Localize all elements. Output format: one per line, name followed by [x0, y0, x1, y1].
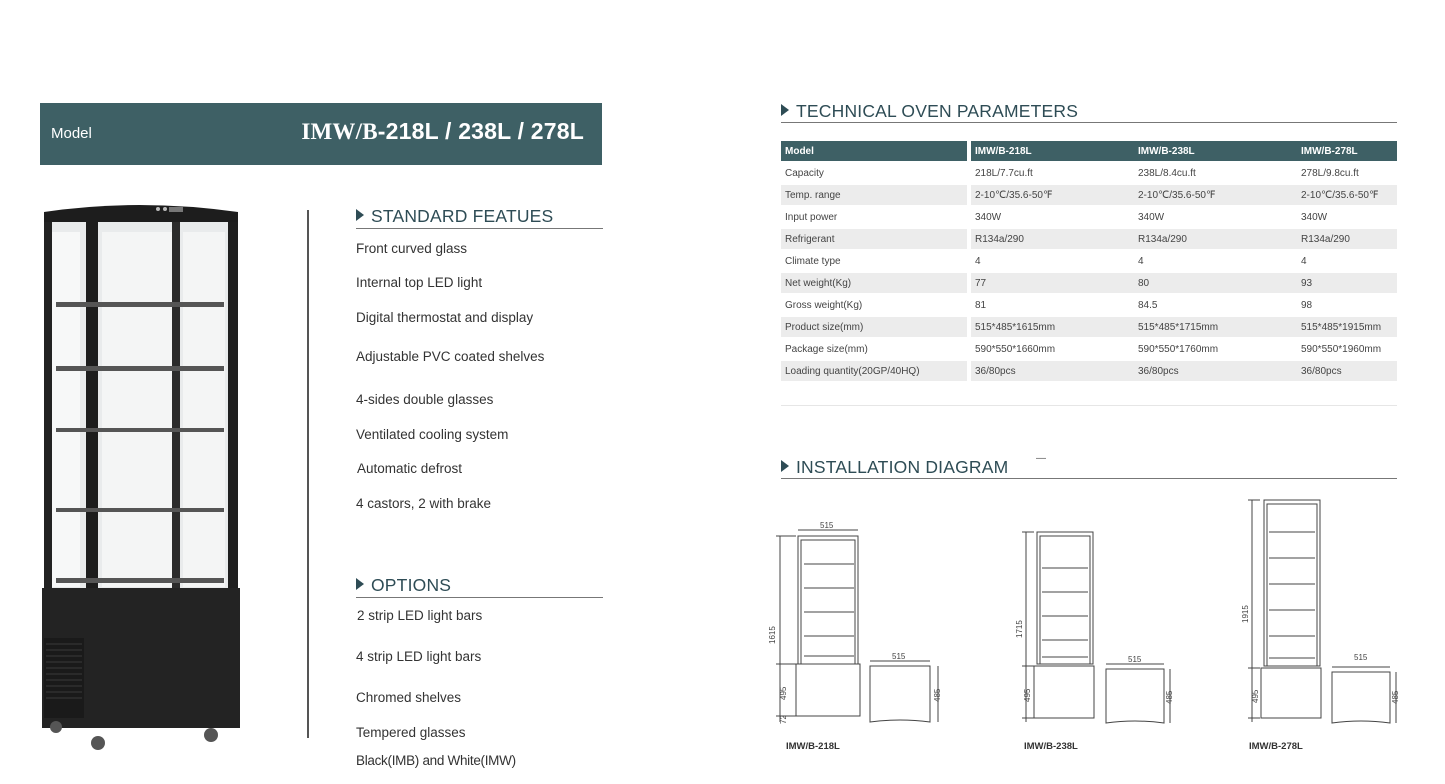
feature-item: 4 castors, 2 with brake: [356, 496, 492, 511]
table-cell: Capacity: [781, 163, 967, 185]
table-cell: 81: [971, 295, 1134, 317]
option-item: 2 strip LED light bars: [357, 608, 483, 623]
table-cell: 36/80pcs: [971, 361, 1134, 383]
dimension-label: 1715: [1015, 620, 1024, 638]
table-cell: Package size(mm): [781, 339, 967, 361]
installation-diagram-title: INSTALLATION DIAGRAM: [781, 457, 1008, 478]
table-row: [781, 361, 1397, 383]
table-cell: 4: [971, 251, 1134, 273]
table-cell: 36/80pcs: [1134, 361, 1297, 383]
option-item: Chromed shelves: [356, 690, 462, 705]
table-cell: 4: [1297, 251, 1397, 273]
standard-features-rule: [356, 228, 603, 229]
parameters-table: [781, 141, 1397, 383]
dimension-label: 515: [1354, 653, 1368, 662]
triangle-bullet-icon: [356, 578, 364, 590]
divider-line: [307, 210, 309, 738]
feature-item: Digital thermostat and display: [356, 310, 534, 325]
technical-parameters-title: TECHNICAL OVEN PARAMETERS: [781, 101, 1078, 122]
feature-item: Front curved glass: [356, 241, 468, 256]
table-row: [781, 317, 1397, 339]
table-row: [781, 295, 1397, 317]
table-cell: 2-10℃/35.6-50℉: [971, 185, 1134, 207]
model-value: IMW/B-218L / 238L / 278L: [301, 118, 584, 144]
table-cell: 36/80pcs: [1297, 361, 1397, 383]
option-item: Black(IMB) and White(IMW): [356, 753, 516, 768]
table-cell: 93: [1297, 273, 1397, 295]
display-fridge-photo: [38, 198, 244, 754]
installation-diagram-rule: [781, 478, 1397, 479]
table-bottom-rule: [781, 405, 1397, 406]
table-cell: 515*485*1915mm: [1297, 317, 1397, 339]
options-rule: [356, 597, 603, 598]
dimension-label: 1915: [1241, 605, 1250, 623]
model-header-bar: [40, 103, 602, 165]
table-header-cell: IMW/B-278L: [1297, 141, 1397, 163]
dimension-label: 485: [1165, 690, 1174, 704]
table-cell: Refrigerant: [781, 229, 967, 251]
table-row: [781, 185, 1397, 207]
dimension-label: 485: [933, 688, 942, 702]
triangle-bullet-icon: [781, 104, 789, 116]
installation-drawing: [1022, 532, 1170, 723]
table-cell: R134a/290: [1134, 229, 1297, 251]
table-cell: 278L/9.8cu.ft: [1297, 163, 1397, 185]
table-row: [781, 251, 1397, 273]
table-cell: 515*485*1715mm: [1134, 317, 1297, 339]
options-title: OPTIONS: [356, 575, 451, 596]
table-cell: Product size(mm): [781, 317, 967, 339]
standard-features-title: STANDARD FEATUES: [356, 206, 553, 227]
table-row: [781, 207, 1397, 229]
table-row: [781, 339, 1397, 361]
diagram-model-label: IMW/B-218L: [786, 741, 840, 752]
dimension-label: 72: [779, 715, 788, 724]
dimension-label: 495: [779, 686, 788, 700]
dimension-label: 485: [1391, 690, 1400, 704]
option-item: 4 strip LED light bars: [356, 649, 482, 664]
table-cell: 340W: [971, 207, 1134, 229]
table-cell: 590*550*1960mm: [1297, 339, 1397, 361]
table-cell: 340W: [1134, 207, 1297, 229]
table-cell: Climate type: [781, 251, 967, 273]
dimension-label: 515: [892, 652, 906, 661]
table-cell: 515*485*1615mm: [971, 317, 1134, 339]
table-cell: 98: [1297, 295, 1397, 317]
technical-parameters-rule: [781, 122, 1397, 123]
feature-item: Ventilated cooling system: [356, 427, 509, 442]
feature-item: Internal top LED light: [356, 275, 483, 290]
table-header-cell: IMW/B-238L: [1134, 141, 1297, 163]
table-cell: R134a/290: [1297, 229, 1397, 251]
table-cell: 340W: [1297, 207, 1397, 229]
table-header-row: [781, 141, 1397, 163]
option-item: Tempered glasses: [356, 725, 466, 740]
feature-item: Adjustable PVC coated shelves: [356, 349, 545, 364]
table-cell: Gross weight(Kg): [781, 295, 967, 317]
dimension-label: 495: [1251, 689, 1260, 703]
dash-mark: —: [1036, 453, 1046, 464]
installation-drawings: [760, 492, 1420, 732]
table-cell: 77: [971, 273, 1134, 295]
table-cell: 2-10℃/35.6-50℉: [1297, 185, 1397, 207]
installation-drawing: [776, 530, 938, 722]
table-cell: Loading quantity(20GP/40HQ): [781, 361, 967, 383]
table-cell: 80: [1134, 273, 1297, 295]
triangle-bullet-icon: [356, 209, 364, 221]
table-cell: Input power: [781, 207, 967, 229]
table-cell: 4: [1134, 251, 1297, 273]
dimension-label: 495: [1023, 688, 1032, 702]
model-label: Model: [51, 125, 92, 142]
feature-item: 4-sides double glasses: [356, 392, 494, 407]
table-cell: Net weight(Kg): [781, 273, 967, 295]
table-cell: R134a/290: [971, 229, 1134, 251]
installation-drawing: [1248, 500, 1396, 723]
table-header-cell: IMW/B-218L: [971, 141, 1134, 163]
table-cell: 238L/8.4cu.ft: [1134, 163, 1297, 185]
table-header-cell: Model: [781, 141, 967, 163]
triangle-bullet-icon: [781, 460, 789, 472]
table-cell: 590*550*1760mm: [1134, 339, 1297, 361]
dimension-label: 515: [820, 521, 834, 530]
dimension-label: 515: [1128, 655, 1142, 664]
table-cell: 218L/7.7cu.ft: [971, 163, 1134, 185]
dimension-label: 1615: [768, 626, 777, 644]
table-row: [781, 273, 1397, 295]
feature-item: Automatic defrost: [357, 461, 463, 476]
table-row: [781, 229, 1397, 251]
table-cell: 590*550*1660mm: [971, 339, 1134, 361]
diagram-model-label: IMW/B-238L: [1024, 741, 1078, 752]
table-cell: 84.5: [1134, 295, 1297, 317]
table-row: [781, 163, 1397, 185]
table-cell: 2-10℃/35.6-50℉: [1134, 185, 1297, 207]
diagram-model-label: IMW/B-278L: [1249, 741, 1303, 752]
table-cell: Temp. range: [781, 185, 967, 207]
